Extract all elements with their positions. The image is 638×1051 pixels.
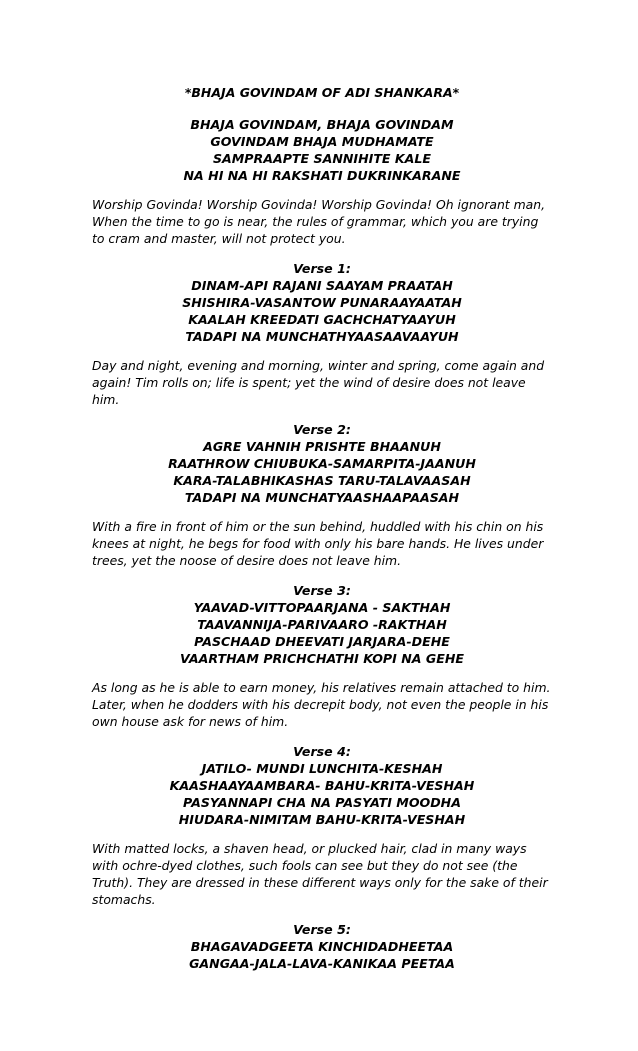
verse-meaning: With matted locks, a shaven head, or plucked hair, clad in many ways with ochre-dyed clothes, such fools can see but they do not see (the Truth). They are dressed in these different ways only for the sake of their stomachs. [92,841,548,907]
sloka-line: GOVINDAM BHAJA MUDHAMATE [210,134,434,149]
sloka-line: TADAPI NA MUNCHATYAASHAAPAASAH [184,490,460,505]
verse-meaning: With a fire in front of him or the sun behind, huddled with his chin on his knees at night, he begs for food with only his bare hands. He lives under trees, yet the noose of desire does not leave him. [92,519,544,568]
sloka-line: PASCHAAD DHEEVATI JARJARA-DEHE [194,634,450,649]
verse-sloka [92,277,552,345]
verse-1-block [92,260,552,408]
sloka-line: HIUDARA-NIMITAM BAHU-KRITA-VESHAH [178,812,466,827]
verse-3-block [92,582,552,730]
verse-heading: Verse 4: [293,744,351,759]
verse-sloka [92,599,552,667]
sloka-line: PASYANNAPI CHA NA PASYATI MOODHA [183,795,461,810]
sloka-line: BHAGAVADGEETA KINCHIDADHEETAA [190,939,454,954]
intro-sloka [92,116,552,184]
sloka-line: BHAJA GOVINDAM, BHAJA GOVINDAM [190,117,454,132]
sloka-line: KAALAH KREEDATI GACHCHATYAAYUH [188,312,456,327]
sloka-line: JATILO- MUNDI LUNCHITA-KESHAH [201,761,443,776]
verse-meaning: Day and night, evening and morning, winter and spring, come again and again! Tim rolls on; life is spent; yet the wind of desire does not leave him. [92,358,545,407]
verse-5-block [92,921,552,972]
intro-meaning: Worship Govinda! Worship Govinda! Worship Govinda! Oh ignorant man, When the time to go is near, the rules of grammar, which you are trying to cram and master, will not protect you. [92,197,546,246]
sloka-line: KARA-TALABHIKASHAS TARU-TALAVAASAH [173,473,471,488]
verse-heading: Verse 2: [293,422,351,437]
sloka-line: YAAVAD-VITTOPAARJANA - SAKTHAH [193,600,451,615]
verse-2-block [92,421,552,569]
sloka-line: NA HI NA HI RAKSHATI DUKRINKARANE [183,168,461,183]
document-page [92,84,552,972]
intro-block [92,116,552,247]
document-title: *BHAJA GOVINDAM OF ADI SHANKARA* [184,85,460,100]
verse-sloka [92,438,552,506]
sloka-line: GANGAA-JALA-LAVA-KANIKAA PEETAA [189,956,455,971]
sloka-line: SHISHIRA-VASANTOW PUNARAAYAATAH [182,295,462,310]
verse-4-block [92,743,552,908]
sloka-line: TAAVANNIJA-PARIVAARO -RAKTHAH [197,617,447,632]
verse-heading: Verse 5: [293,922,351,937]
verse-meaning: As long as he is able to earn money, his relatives remain attached to him. Later, when he dodders with his decrepit body, not even the people in his own house ask for news of him. [92,680,551,729]
verse-sloka [92,760,552,828]
verse-heading: Verse 1: [293,261,351,276]
sloka-line: SAMPRAAPTE SANNIHITE KALE [212,151,432,166]
sloka-line: VAARTHAM PRICHCHATHI KOPI NA GEHE [180,651,464,666]
sloka-line: AGRE VAHNIH PRISHTE BHAANUH [203,439,441,454]
sloka-line: KAASHAAYAAMBARA- BAHU-KRITA-VESHAH [169,778,475,793]
verse-sloka [92,938,552,972]
verse-heading: Verse 3: [293,583,351,598]
sloka-line: DINAM-API RAJANI SAAYAM PRAATAH [191,278,453,293]
sloka-line: RAATHROW CHIUBUKA-SAMARPITA-JAANUH [168,456,476,471]
sloka-line: TADAPI NA MUNCHATHYAASAAVAAYUH [185,329,459,344]
